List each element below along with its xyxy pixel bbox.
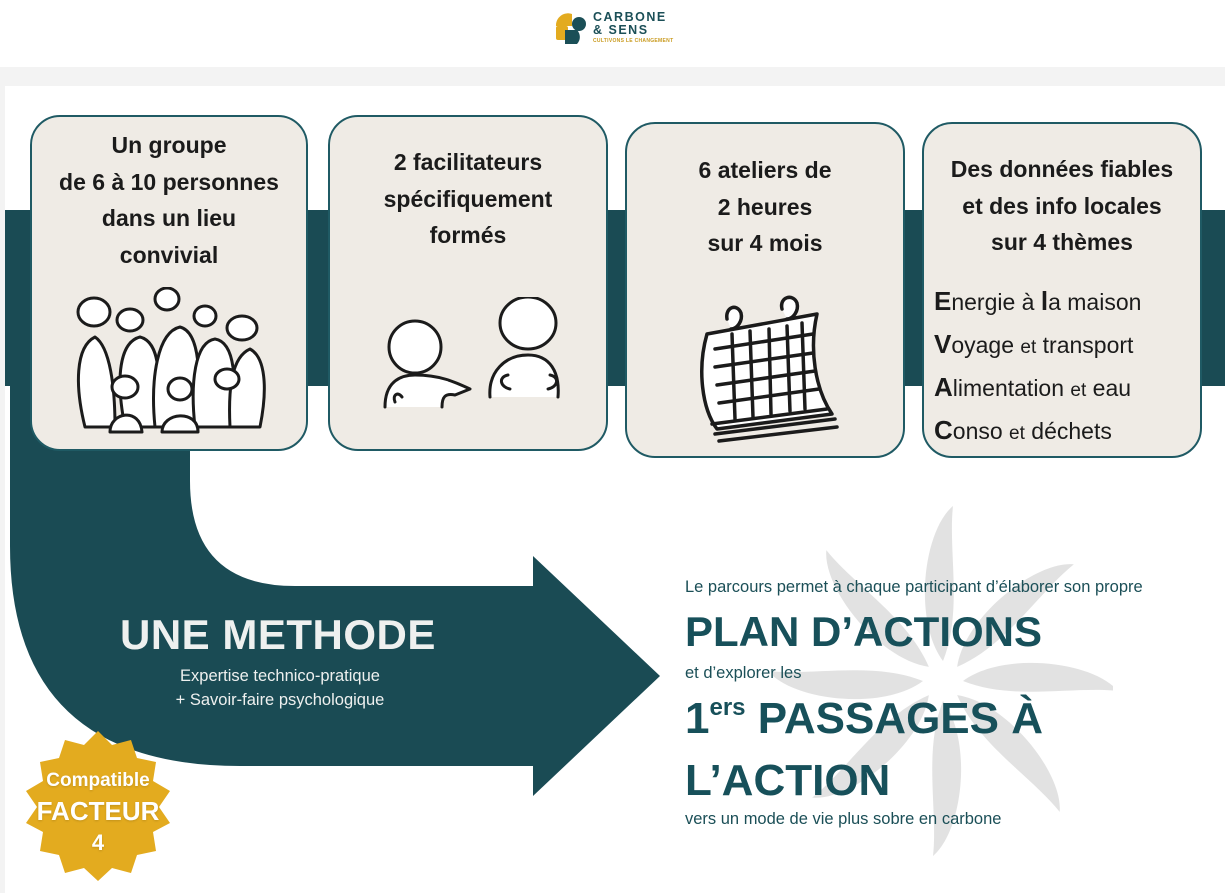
badge-line: Compatible	[46, 770, 150, 791]
two-facilitators-icon	[370, 297, 570, 427]
outcome-action: L’ACTION	[685, 756, 891, 805]
card-group-title	[32, 127, 306, 273]
badge-line: 4	[91, 830, 105, 855]
logo-name-line1: CARBONE	[593, 10, 667, 24]
card-workshops-line: 2 heures	[717, 193, 813, 220]
card-facilitators-title	[330, 144, 606, 254]
calendar-icon	[687, 289, 847, 449]
theme-consumption: Conso et déchets	[934, 415, 1112, 445]
card-facilitators-line: spécifiquement	[383, 185, 553, 212]
card-group-line: dans un lieu	[101, 205, 237, 231]
method-subtitle	[120, 664, 440, 712]
header-bar	[0, 0, 1225, 67]
outcome-first-steps: 1ers PASSAGES À	[685, 694, 1044, 743]
outcome-plan: PLAN D’ACTIONS	[685, 608, 1042, 655]
card-workshops-title	[627, 152, 903, 262]
outcome-explore: et d’explorer les	[685, 664, 802, 682]
badge-text	[18, 768, 178, 858]
card-workshops-line: sur 4 mois	[707, 230, 823, 256]
badge-line: FACTEUR	[36, 796, 160, 826]
theme-travel: Voyage et transport	[934, 329, 1134, 359]
card-themes-title	[924, 151, 1200, 261]
card-themes-line: sur 4 thèmes	[991, 229, 1133, 255]
outcome-footer: vers un mode de vie plus sobre en carbone	[685, 810, 1002, 828]
logo-mark-icon	[553, 10, 589, 46]
theme-food: Alimentation et eau	[934, 372, 1132, 402]
outcome-intro: Le parcours permet à chaque participant d’élaborer son propre	[685, 578, 1143, 596]
card-facilitators	[328, 115, 608, 451]
card-workshops-line: 6 ateliers de	[698, 157, 832, 183]
logo-name-line2: & SENS	[593, 23, 649, 37]
theme-list	[934, 280, 1194, 452]
group-of-people-icon	[70, 287, 270, 437]
card-themes-line: et des info locales	[962, 192, 1162, 219]
card-facilitators-line: formés	[429, 222, 507, 248]
method-subtitle-line: + Savoir-faire psychologique	[175, 691, 385, 709]
card-workshops	[625, 122, 905, 458]
card-group-line: convivial	[119, 241, 219, 268]
card-group-line: de 6 à 10 personnes	[59, 168, 279, 195]
method-slide	[5, 86, 1225, 893]
card-group	[30, 115, 308, 451]
carbone-sens-logo	[553, 10, 683, 50]
theme-energy: Energie à la maison	[934, 286, 1142, 316]
method-title: UNE METHODE	[120, 611, 436, 658]
logo-tagline: CULTIVONS LE CHANGEMENT	[593, 38, 674, 44]
card-themes	[922, 122, 1202, 458]
card-group-line: Un groupe	[111, 132, 227, 158]
method-subtitle-line: Expertise technico-pratique	[180, 667, 380, 685]
card-facilitators-line: 2 facilitateurs	[393, 149, 543, 175]
card-themes-line: Des données fiables	[950, 156, 1174, 182]
